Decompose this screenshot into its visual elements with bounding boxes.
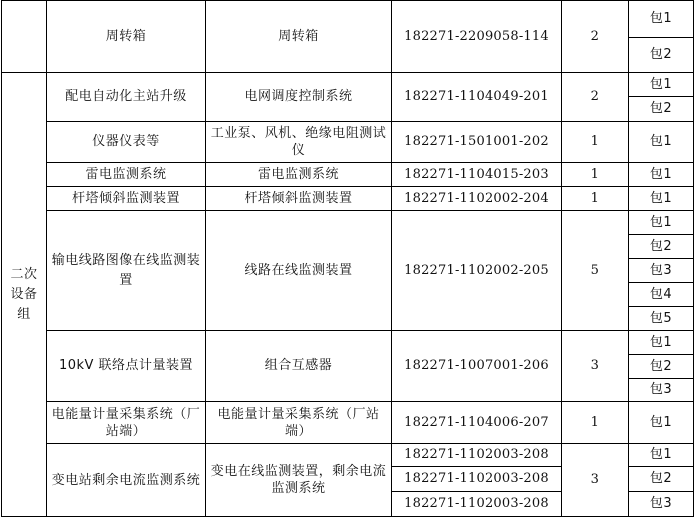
- row-7-code: 182271-1104006-207: [404, 414, 549, 430]
- row-5-project: 输电线路图像在线监测装置: [51, 252, 201, 288]
- row-1-package-1: 包1: [649, 76, 673, 92]
- row-8-qty: 3: [590, 472, 600, 487]
- row-6-package-3: 包3: [649, 382, 673, 397]
- row-6-item: 组合互感器: [264, 358, 333, 373]
- row-8-package-2: 包2: [649, 471, 673, 486]
- row-5-package-3: 包3: [649, 262, 673, 278]
- row-0-project: 周转箱: [105, 28, 147, 44]
- row-1-item: 电网调度控制系统: [244, 89, 353, 104]
- row-0-package-1: 包1: [649, 11, 673, 26]
- row-3-project: 雷电监测系统: [85, 166, 167, 182]
- row-0-qty: 2: [590, 28, 600, 44]
- row-8-code-3: 182271-1102003-208: [404, 496, 549, 511]
- group-label: [2, 73, 46, 516]
- row-6-qty: 3: [590, 358, 600, 373]
- row-0-code: 182271-2209058-114: [404, 28, 549, 44]
- group-label-text: 二次设备组: [10, 266, 38, 322]
- row-1-qty: 2: [590, 89, 600, 104]
- row-5-package-1: 包1: [649, 214, 673, 230]
- row-8-package-3: 包3: [649, 496, 673, 511]
- row-3-code: 182271-1104015-203: [404, 166, 549, 182]
- row-6-code: 182271-1007001-206: [404, 358, 549, 373]
- row-6-package-1: 包1: [649, 334, 673, 350]
- row-2-code: 182271-1501001-202: [404, 134, 549, 149]
- row-7-qty: 1: [590, 414, 600, 430]
- row-4-code: 182271-1102002-204: [404, 190, 549, 206]
- row-2-item: 工业泵、风机、绝缘电阻测试仪: [210, 126, 387, 158]
- row-6-project: 10kV 联络点计量装置: [58, 358, 194, 373]
- row-8-item: 变电在线监测装置，剩余电流监测系统: [210, 464, 387, 496]
- row-2-project: 仪器仪表等: [92, 134, 160, 149]
- row-3-qty: 1: [590, 166, 600, 182]
- row-4-qty: 1: [590, 190, 600, 206]
- row-2-qty: 1: [590, 134, 600, 149]
- row-3-item: 雷电监测系统: [257, 166, 339, 182]
- row-7-item: 电能量计量采集系统（厂站端）: [217, 406, 380, 439]
- row-1-package-2: 包2: [649, 101, 673, 116]
- row-5-qty: 5: [590, 262, 600, 278]
- row-5-package-2: 包2: [649, 238, 673, 254]
- row-8-project: 变电站剩余电流监测系统: [51, 472, 201, 488]
- row-8-package-1: 包1: [649, 447, 673, 462]
- row-1-project: 配电自动化主站升级: [65, 89, 187, 104]
- row-5-item: 线路在线监测装置: [244, 262, 353, 278]
- row-4-project: 杆塔倾斜监测装置: [71, 190, 180, 206]
- row-1-code: 182271-1104049-201: [404, 89, 549, 104]
- row-2-package-1: 包1: [649, 134, 673, 149]
- row-0-item: 周转箱: [278, 28, 319, 44]
- row-8-code-1: 182271-1102003-208: [404, 447, 549, 462]
- row-5-package-5: 包5: [649, 310, 673, 326]
- row-0-package-2: 包2: [649, 47, 673, 62]
- row-5-package-4: 包4: [649, 286, 673, 302]
- row-8-code-2: 182271-1102003-208: [404, 471, 549, 486]
- row-5-code: 182271-1102002-205: [404, 262, 549, 278]
- row-7-project: 电能量计量采集系统（厂站端）: [51, 406, 201, 439]
- row-7-package-1: 包1: [649, 414, 673, 430]
- row-6-package-2: 包2: [649, 358, 673, 374]
- row-3-package-1: 包1: [649, 166, 673, 182]
- row-4-item: 杆塔倾斜监测装置: [244, 190, 353, 206]
- row-4-package-1: 包1: [649, 190, 673, 206]
